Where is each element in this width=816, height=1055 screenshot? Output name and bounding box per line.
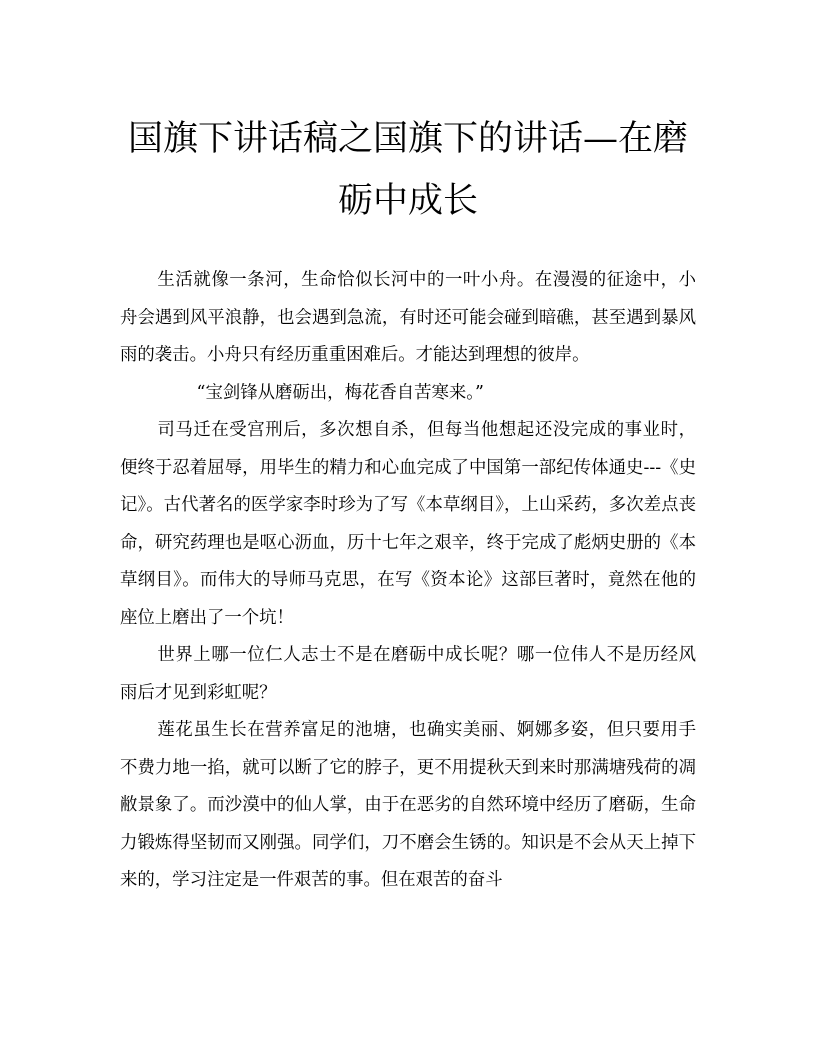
paragraph-lotus-cactus: 莲花虽生长在营养富足的池塘，也确实美丽、婀娜多姿，但只要用手不费力地一掐，就可以断了它的脖子，更不用提秋天到来时那满塘残荷的凋敝景象了。而沙漠中的仙人掌，由于在恶劣的自然环境中经历了磨砺，生命力锻炼得坚韧而又刚强。同学们，刀不磨会生锈的。知识是不会从天上掉下来的，学习注定是一件艰苦的事。但在艰苦的奋斗 — [120, 720, 696, 890]
document-title: 国旗下讲话稿之国旗下的讲话—在磨砺中成长 — [127, 119, 688, 221]
paragraph-historical-examples: 司马迁在受宫刑后，多次想自杀，但每当他想起还没完成的事业时，便终于忍着屈辱，用毕生的精力和心血完成了中国第一部纪传体通史---《史记》。古代著名的医学家李时珍为了写《本草纲目》，上山采药，多次差点丧命，研究药理也是呕心沥血，历十七年之艰辛，终于完成了彪炳史册的《本草纲目》。而伟大的导师马克思，在写《资本论》这部巨著时，竟然在他的座位上磨出了一个坑！ — [120, 420, 696, 628]
document-body — [120, 262, 696, 900]
paragraph-river-analogy: 生活就像一条河，生命恰似长河中的一叶小舟。在漫漫的征途中，小舟会遇到风平浪静，也会遇到急流，有时还可能会碰到暗礁，甚至遇到暴风雨的袭击。小舟只有经历重重困难后。才能达到理想的彼岸。 — [120, 270, 696, 365]
paragraph-rhetorical-questions: 世界上哪一位仁人志士不是在磨砺中成长呢？哪一位伟人不是历经风雨后才见到彩虹呢？ — [120, 645, 696, 703]
paragraph-proverb-quote: “宝剑锋从磨砺出，梅花香自苦寒来。” — [196, 382, 484, 403]
